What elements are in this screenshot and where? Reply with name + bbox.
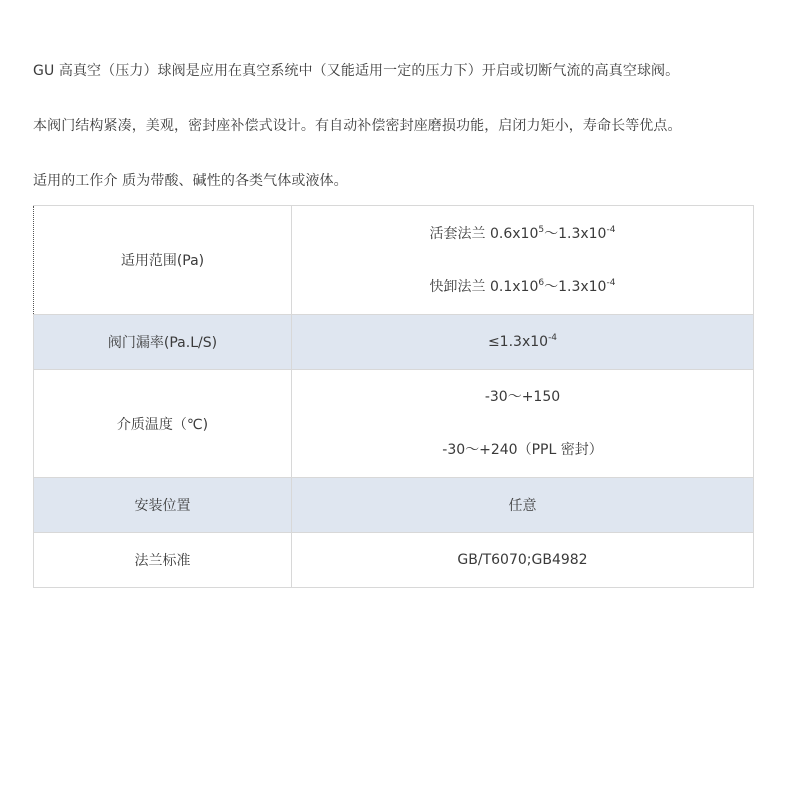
row-label-flange-standard: 法兰标准 bbox=[34, 533, 292, 588]
row-value-pressure-range bbox=[292, 206, 754, 315]
intro-paragraph-1: GU 高真空（压力）球阀是应用在真空系统中（又能适用一定的压力下）开启或切断气流的高真空球阀。 bbox=[33, 63, 680, 79]
table-row bbox=[34, 478, 754, 533]
row-value-leak-rate: $\le 1.3x10^{-4}$ bbox=[292, 315, 754, 370]
row-value-install-position: 任意 bbox=[292, 478, 754, 533]
range-loose-flange: 活套法兰 $0.6x10^5\sim 1.3x10^{-4}$ bbox=[429, 224, 616, 242]
table-row bbox=[34, 370, 754, 478]
row-label-pressure-range: 适用范围(Pa) bbox=[34, 206, 292, 315]
row-value-medium-temp bbox=[292, 370, 754, 478]
temp-ppl-seal: -30～+240（PPL 密封） bbox=[442, 442, 603, 458]
row-label-leak-rate: 阀门漏率(Pa.L/S) bbox=[34, 315, 292, 370]
table-row bbox=[34, 533, 754, 588]
spec-table bbox=[33, 205, 754, 588]
row-value-flange-standard: GB/T6070;GB4982 bbox=[292, 533, 754, 588]
range-quick-flange: 快卸法兰 $0.1x10^6\sim 1.3x10^{-4}$ bbox=[429, 277, 616, 295]
row-label-medium-temp: 介质温度（℃) bbox=[34, 370, 292, 478]
table-row bbox=[34, 315, 754, 370]
intro-paragraph-2: 本阀门结构紧凑，美观，密封座补偿式设计。有自动补偿密封座磨损功能，启闭力矩小，寿命长等优点。 bbox=[33, 118, 682, 134]
temp-standard: -30～+150 bbox=[484, 389, 561, 405]
row-label-install-position: 安装位置 bbox=[34, 478, 292, 533]
intro-paragraph-3: 适用的工作介 质为带酸、碱性的各类气体或液体。 bbox=[33, 173, 348, 189]
table-row bbox=[34, 206, 754, 315]
